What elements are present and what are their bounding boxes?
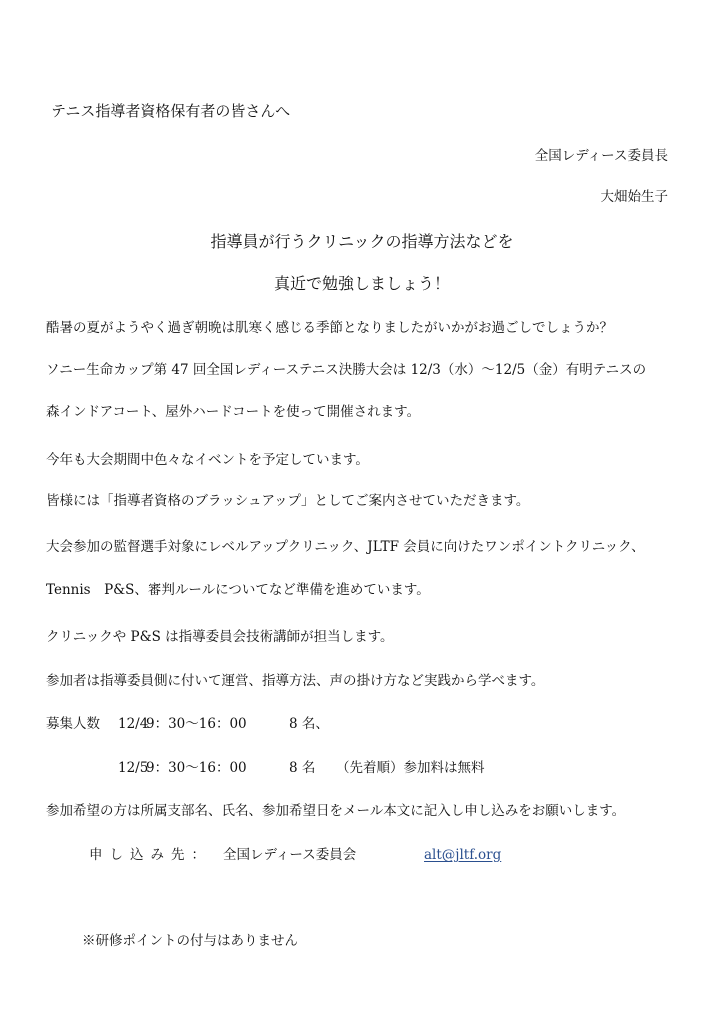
recruitment-count: 8 名、: [289, 716, 329, 732]
recruitment-date: 12/5: [118, 760, 149, 776]
body-paragraph-invitation: 皆様には「指導者資格のブラッシュアップ」としてご案内させていただきます。: [46, 493, 530, 509]
footnote: ※研修ポイントの付与はありません: [82, 933, 298, 949]
sender-name: 大畑始生子: [600, 189, 668, 205]
contact-email-link[interactable]: alt@jltf.org: [424, 847, 502, 863]
application-instructions: 参加希望の方は所属支部名、氏名、参加希望日をメール本文に記入し申し込みをお願いします。: [46, 803, 626, 819]
recruitment-date: 12/4: [118, 716, 149, 732]
contact-label: 申し込み先：: [89, 847, 212, 863]
recruitment-label: 募集人数: [46, 716, 100, 732]
headline-line-2: 真近で勉強しましょう！: [273, 274, 450, 293]
body-paragraph-preparation: Tennis P&S、審判ルールについてなど準備を進めています。: [46, 582, 430, 598]
salutation: テニス指導者資格保有者の皆さんへ: [51, 102, 291, 120]
body-paragraph-instructors: クリニックや P&S は指導委員会技術講師が担当します。: [46, 629, 394, 645]
recruitment-time: 9：30〜16：00: [146, 760, 247, 776]
body-paragraph-greeting: 酷暑の夏がようやく過ぎ朝晩は肌寒く感じる季節となりましたがいかがお過ごしでしょうか？: [46, 320, 613, 336]
body-paragraph-venue: 森インドアコート、屋外ハードコートを使って開催されます。: [46, 404, 421, 420]
body-paragraph-events: 今年も大会期間中色々なイベントを予定しています。: [46, 452, 369, 468]
body-paragraph-event: ソニー生命カップ第 47 回全国レディーステニス決勝大会は 12/3（水）〜12/5（金）有明テニスの: [46, 362, 647, 378]
contact-organization: 全国レディース委員会: [223, 847, 357, 863]
sender-title: 全国レディース委員長: [534, 148, 668, 164]
body-paragraph-clinics: 大会参加の監督選手対象にレベルアップクリニック、JLTF 会員に向けたワンポイントクリニック、: [46, 539, 645, 555]
recruitment-note: （先着順）参加料は無料: [336, 760, 485, 776]
recruitment-count: 8 名: [289, 760, 316, 776]
headline-line-1: 指導員が行うクリニックの指導方法などを: [210, 232, 514, 251]
recruitment-time: 9：30〜16：00: [146, 716, 247, 732]
body-paragraph-participants: 参加者は指導委員側に付いて運営、指導方法、声の掛け方など実践から学べます。: [46, 673, 545, 689]
